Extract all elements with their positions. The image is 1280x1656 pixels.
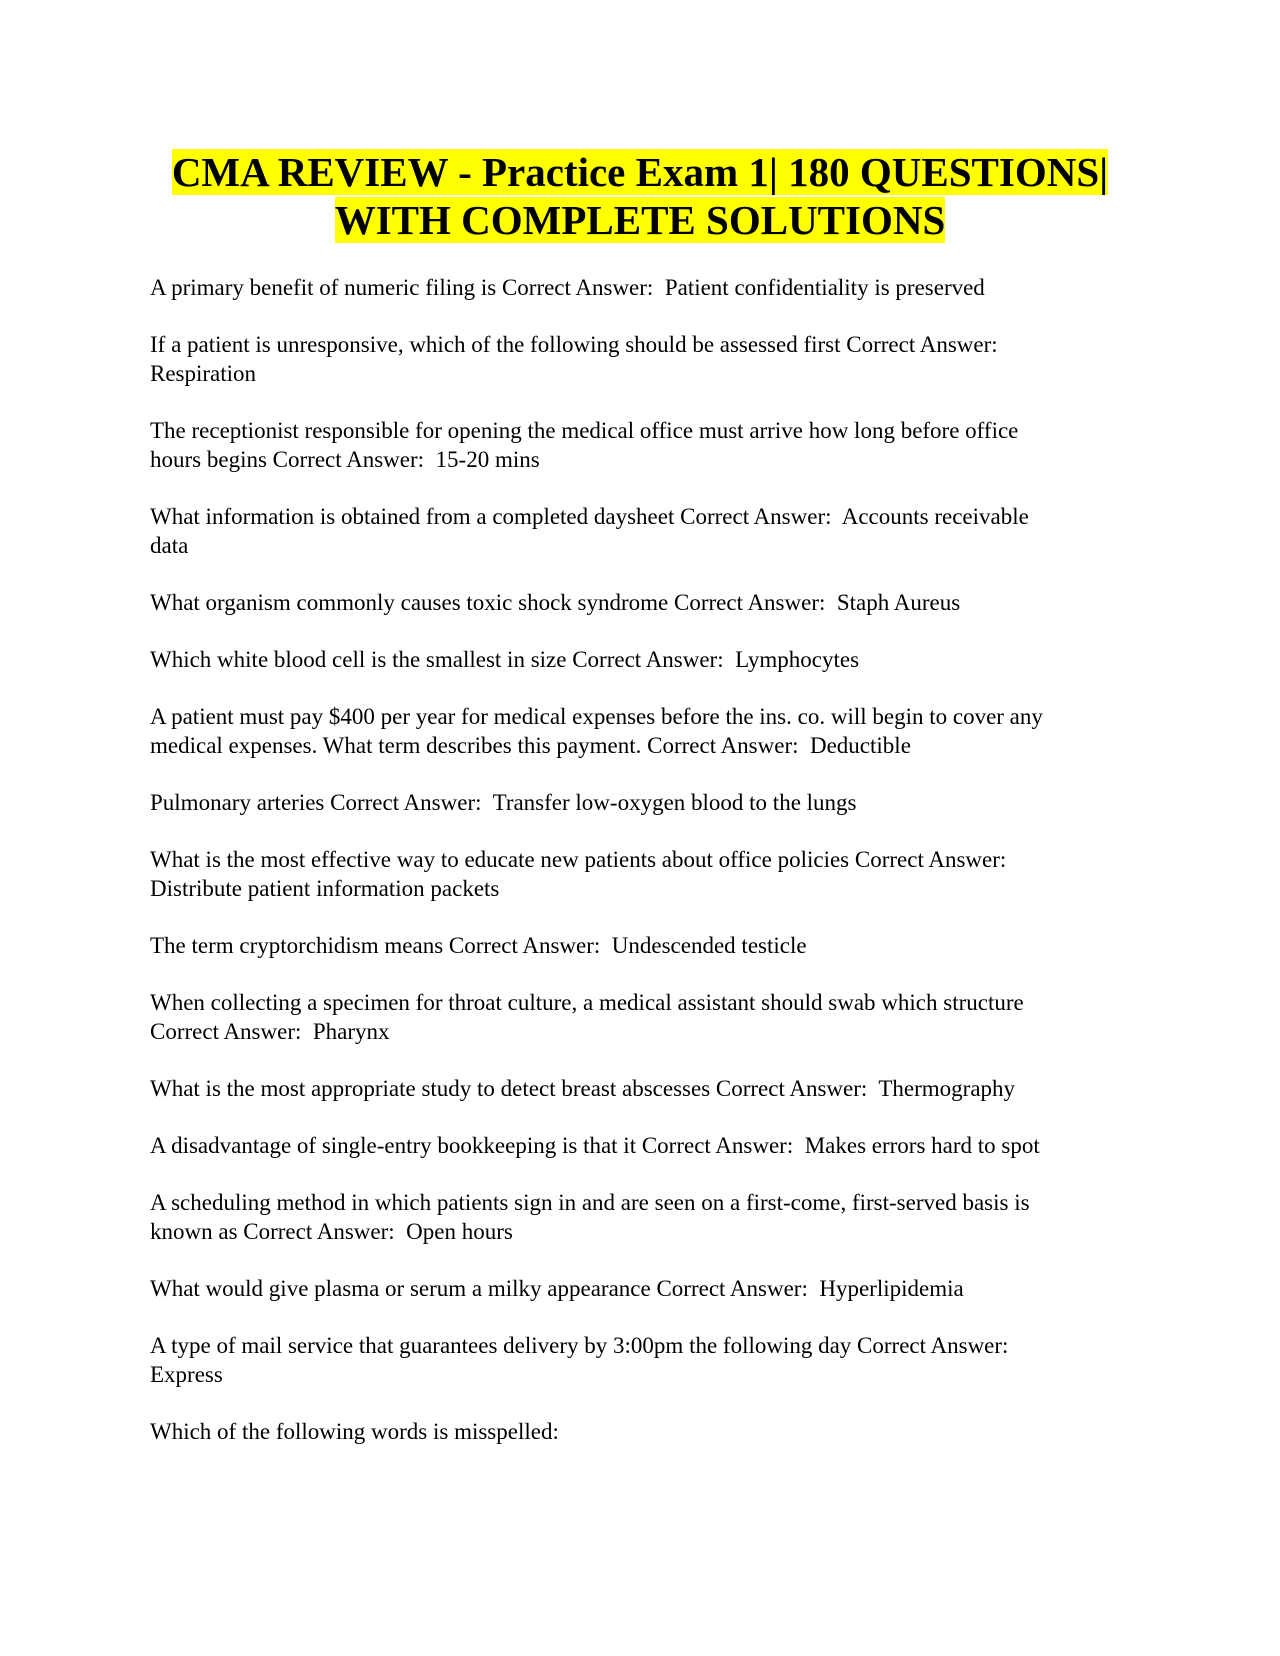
question-item: What would give plasma or serum a milky appearance Correct Answer: Hyperlipidemia [150, 1276, 964, 1301]
question-item: What information is obtained from a completed daysheet Correct Answer: Accounts receivable data [150, 504, 1029, 558]
title-line-1: CMA REVIEW - Practice Exam 1| 180 QUESTIONS| [171, 149, 1109, 195]
question-item: A type of mail service that guarantees delivery by 3:00pm the following day Correct Answer: Express [150, 1333, 1009, 1387]
question-item: The receptionist responsible for opening the medical office must arrive how long before office hours begins Correct Answer: 15-20 mins [150, 418, 1019, 472]
question-item: Which white blood cell is the smallest in size Correct Answer: Lymphocytes [150, 647, 860, 672]
question-item: A primary benefit of numeric filing is Correct Answer: Patient confidentiality is preserved [150, 275, 985, 300]
question-item: If a patient is unresponsive, which of the following should be assessed first Correct Answer: Respiration [150, 332, 998, 386]
question-item: Pulmonary arteries Correct Answer: Transfer low-oxygen blood to the lungs [150, 790, 857, 815]
question-item: Which of the following words is misspelled: [150, 1419, 559, 1444]
question-list [150, 273, 1150, 1474]
document-title [100, 148, 1180, 244]
question-item: What is the most effective way to educate new patients about office policies Correct Answer: Distribute patient information packets [150, 847, 1007, 901]
title-line-2: WITH COMPLETE SOLUTIONS [334, 197, 946, 243]
question-item: A disadvantage of single-entry bookkeeping is that it Correct Answer: Makes errors hard to spot [150, 1133, 1040, 1158]
question-item: The term cryptorchidism means Correct Answer: Undescended testicle [150, 933, 807, 958]
question-item: What is the most appropriate study to detect breast abscesses Correct Answer: Thermography [150, 1076, 1016, 1101]
question-item: A patient must pay $400 per year for medical expenses before the ins. co. will begin to cover any medical expenses. What term describes this payment. Correct Answer: Deductible [150, 704, 1043, 758]
question-item: When collecting a specimen for throat culture, a medical assistant should swab which structure Correct Answer: Pharynx [150, 990, 1024, 1044]
question-item: What organism commonly causes toxic shock syndrome Correct Answer: Staph Aureus [150, 590, 961, 615]
question-item: A scheduling method in which patients sign in and are seen on a first-come, first-served basis is known as Correct Answer: Open hours [150, 1190, 1030, 1244]
